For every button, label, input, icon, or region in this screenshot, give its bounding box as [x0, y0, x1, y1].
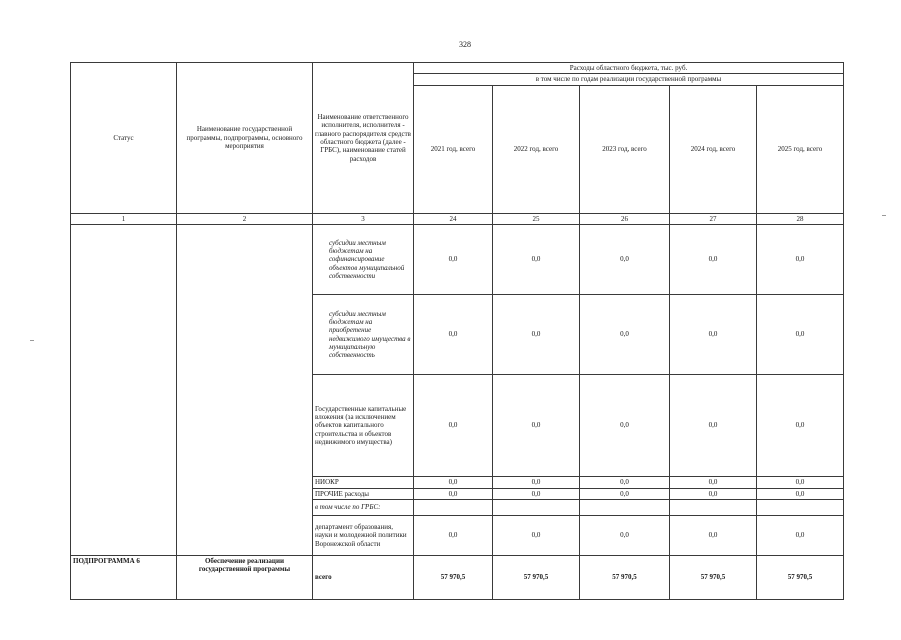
row-value: 0,0 [580, 295, 670, 375]
column-number: 3 [313, 213, 414, 224]
row-value: 0,0 [414, 477, 493, 488]
header-program-name: Наименование государственной программы, подпрограммы, основного мероприятия [177, 63, 313, 214]
header-status: Статус [71, 63, 177, 214]
row-value: 0,0 [414, 375, 493, 477]
row-value: 0,0 [580, 477, 670, 488]
row-value: 0,0 [670, 515, 757, 555]
row-value: 0,0 [757, 477, 844, 488]
status-cell-empty [71, 225, 177, 556]
row-value-empty [757, 499, 844, 515]
subprogram-value: 57 970,5 [493, 555, 580, 599]
row-value: 0,0 [757, 295, 844, 375]
row-value: 0,0 [580, 375, 670, 477]
row-label: субсидии местным бюджетам на софинансирование объектов муниципальной собственности [313, 225, 414, 295]
row-value: 0,0 [670, 477, 757, 488]
header-year-2021: 2021 год, всего [414, 85, 493, 213]
row-label: НИОКР [313, 477, 414, 488]
page-number: 328 [459, 40, 471, 49]
row-label: департамент образования, науки и молодежной политики Воронежской области [313, 515, 414, 555]
subprogram-value: 57 970,5 [414, 555, 493, 599]
row-value: 0,0 [493, 515, 580, 555]
subprogram-name: Обеспечение реализации государственной программы [177, 555, 313, 599]
column-number: 2 [177, 213, 313, 224]
row-value: 0,0 [670, 488, 757, 499]
column-number: 26 [580, 213, 670, 224]
row-value: 0,0 [493, 477, 580, 488]
row-label: Государственные капитальные вложения (за исключением объектов капитального строительства и объектов недвижимого имущества) [313, 375, 414, 477]
row-value: 0,0 [757, 225, 844, 295]
row-value-empty [580, 499, 670, 515]
row-value: 0,0 [414, 488, 493, 499]
subprogram-value: 57 970,5 [757, 555, 844, 599]
program-cell-empty [177, 225, 313, 556]
row-value: 0,0 [670, 295, 757, 375]
subprogram-value: 57 970,5 [580, 555, 670, 599]
row-value: 0,0 [580, 515, 670, 555]
row-label: ПРОЧИЕ расходы [313, 488, 414, 499]
row-value: 0,0 [757, 375, 844, 477]
row-value: 0,0 [414, 225, 493, 295]
row-value: 0,0 [493, 488, 580, 499]
row-value: 0,0 [580, 225, 670, 295]
row-value: 0,0 [414, 515, 493, 555]
header-year-2022: 2022 год, всего [493, 85, 580, 213]
row-value: 0,0 [414, 295, 493, 375]
row-value: 0,0 [493, 375, 580, 477]
row-value: 0,0 [580, 488, 670, 499]
header-budget-group: Расходы областного бюджета, тыс. руб. [414, 63, 844, 74]
row-value: 0,0 [670, 225, 757, 295]
header-year-2023: 2023 год, всего [580, 85, 670, 213]
row-value-empty [493, 499, 580, 515]
column-number: 24 [414, 213, 493, 224]
column-number: 25 [493, 213, 580, 224]
row-label: в том числе по ГРБС: [313, 499, 414, 515]
column-number: 27 [670, 213, 757, 224]
row-value: 0,0 [670, 375, 757, 477]
subprogram-value: 57 970,5 [670, 555, 757, 599]
budget-table [70, 62, 844, 600]
row-value: 0,0 [757, 515, 844, 555]
row-label: субсидии местным бюджетам на приобретение недвижимого имущества в муниципальную собственность [313, 295, 414, 375]
subprogram-status: ПОДПРОГРАММА 6 [71, 555, 177, 599]
scan-mark [30, 340, 34, 341]
header-by-years: в том числе по годам реализации государственной программы [414, 74, 844, 85]
column-number: 28 [757, 213, 844, 224]
row-value: 0,0 [757, 488, 844, 499]
header-executor: Наименование ответственного исполнителя, исполнителя - главного распорядителя средств областного бюджета (далее - ГРБС), наименование статей расходов [313, 63, 414, 214]
row-value: 0,0 [493, 225, 580, 295]
row-value-empty [414, 499, 493, 515]
header-year-2024: 2024 год, всего [670, 85, 757, 213]
row-value-empty [670, 499, 757, 515]
row-value: 0,0 [493, 295, 580, 375]
scan-mark [882, 215, 886, 216]
subprogram-label: всего [313, 555, 414, 599]
column-number: 1 [71, 213, 177, 224]
header-year-2025: 2025 год, всего [757, 85, 844, 213]
